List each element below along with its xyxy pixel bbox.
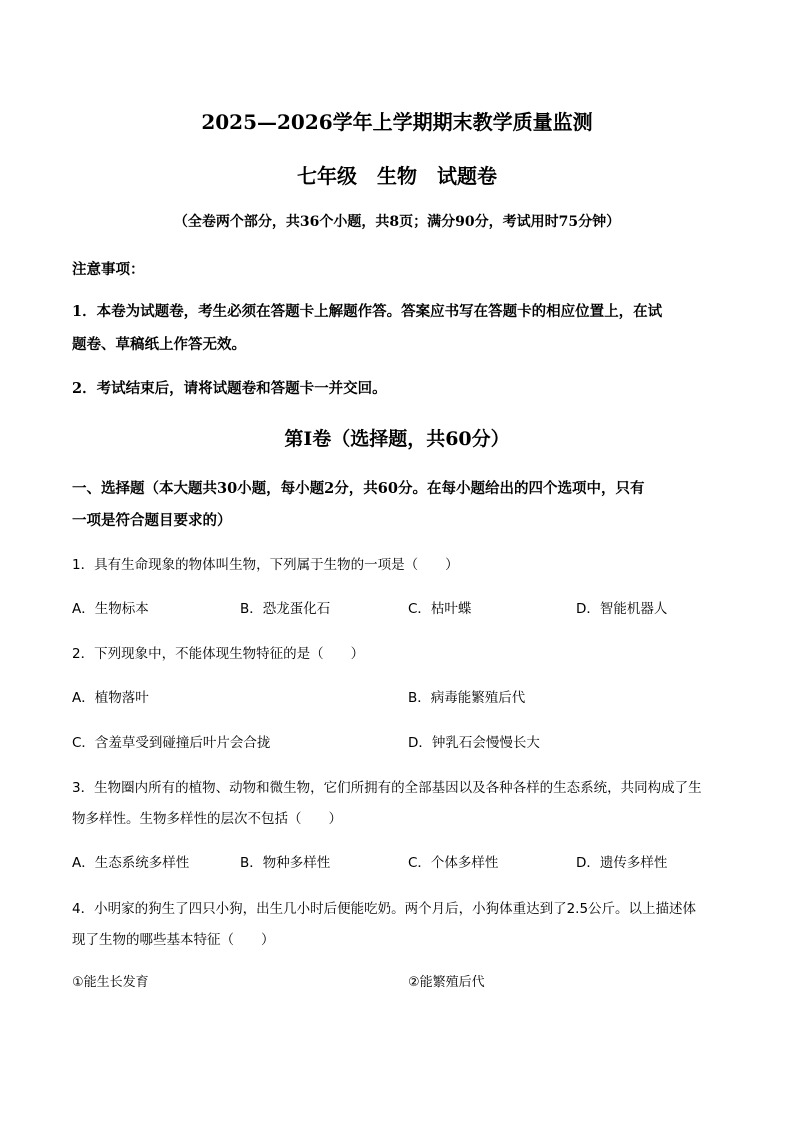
question-2-option-b: B．病毒能繁殖后代	[408, 690, 526, 706]
question-1-stem: 1．具有生命现象的物体叫生物，下列属于生物的一项是（ ）	[72, 557, 459, 573]
question-4-stem-line-1: 4．小明家的狗生了四只小狗，出生几小时后便能吃奶。两个月后，小狗体重达到了2.5公斤。以上描述体	[72, 901, 697, 917]
exam-subtitle: 七年级 生物 试题卷	[297, 164, 497, 188]
section-heading-line-1: 一、选择题（本大题共30小题，每小题2分，共60分。在每小题给出的四个选项中，只有	[72, 480, 645, 497]
question-3-option-b: B．物种多样性	[240, 855, 331, 871]
part-1-title: 第Ⅰ卷（选择题，共60分）	[284, 428, 510, 450]
question-2-option-d: D．钟乳石会慢慢长大	[408, 735, 540, 751]
question-4-stem-line-2: 现了生物的哪些基本特征（ ）	[72, 932, 275, 948]
question-3-stem-line-1: 3．生物圈内所有的植物、动物和微生物，它们所拥有的全部基因以及各种各样的生态系统，共同构成了生	[72, 780, 702, 796]
note-item-1-line-2: 题卷、草稿纸上作答无效。	[72, 336, 246, 353]
section-heading-line-2: 一项是符合题目要求的）	[72, 512, 232, 529]
question-1-option-c: C．枯叶蝶	[408, 601, 472, 617]
question-4-statement-2: ②能繁殖后代	[408, 975, 485, 990]
exam-title: 2025—2026学年上学期期末教学质量监测	[201, 110, 593, 134]
question-1-option-a: A．生物标本	[72, 601, 149, 617]
note-item-2: 2．考试结束后，请将试题卷和答题卡一并交回。	[72, 380, 387, 397]
question-1-option-b: B．恐龙蛋化石	[240, 601, 331, 617]
question-3-option-c: C．个体多样性	[408, 855, 499, 871]
notes-heading: 注意事项：	[72, 261, 145, 278]
question-3-option-d: D．遗传多样性	[576, 855, 668, 871]
question-3-option-a: A．生态系统多样性	[72, 855, 190, 871]
question-2-option-a: A．植物落叶	[72, 690, 149, 706]
question-2-stem: 2．下列现象中，不能体现生物特征的是（ ）	[72, 646, 365, 662]
question-2-option-c: C．含羞草受到碰撞后叶片会合拢	[72, 735, 271, 751]
note-item-1-line-1: 1．本卷为试题卷，考生必须在答题卡上解题作答。答案应书写在答题卡的相应位置上，在试	[72, 303, 663, 320]
exam-info: （全卷两个部分，共36个小题，共8页；满分90分，考试用时75分钟）	[173, 214, 621, 230]
question-4-statement-1: ①能生长发育	[72, 975, 149, 990]
question-3-stem-line-2: 物多样性。生物多样性的层次不包括（ ）	[72, 811, 342, 827]
question-1-option-d: D．智能机器人	[576, 601, 668, 617]
